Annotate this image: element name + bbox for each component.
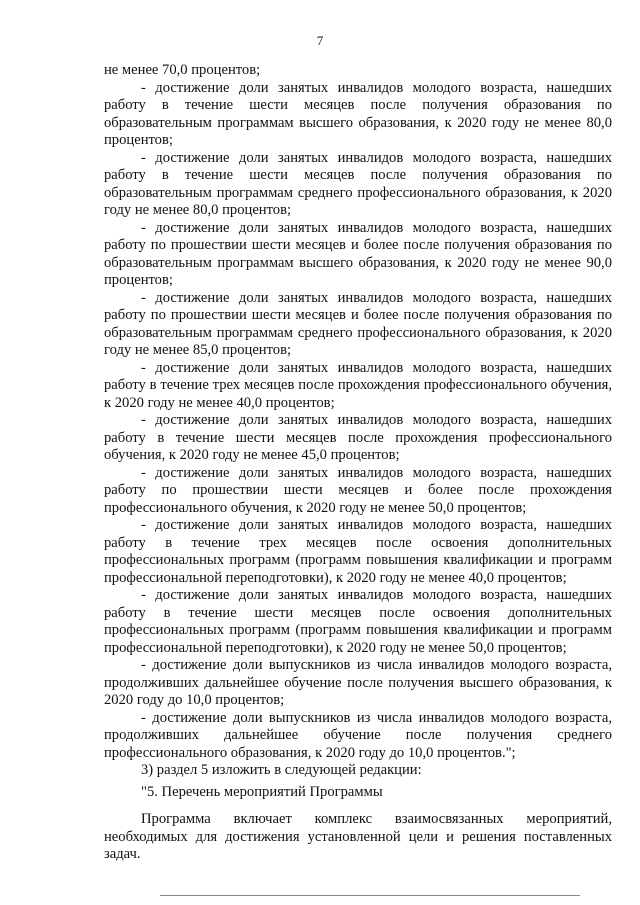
- paragraph: - достижение доли занятых инвалидов молодого возраста, нашедших работу по прошествии шести месяцев и более после получения образования по образовательным программам среднего профессионального образования, к 2020 году не менее 85,0 процентов;: [104, 289, 612, 358]
- paragraph: Программа включает комплекс взаимосвязанных мероприятий, необходимых для достижения установленной цели и решения поставленных задач.: [104, 811, 612, 862]
- paragraph: - достижение доли занятых инвалидов молодого возраста, нашедших работу в течение шести месяцев после получения образования по образовательным программам среднего профессионального образования, к 2020 году не менее 80,0 процентов;: [104, 149, 612, 218]
- paragraph: - достижение доли занятых инвалидов молодого возраста, нашедших работу по прошествии шести месяцев и более после получения образования по образовательным программам высшего образования, к 2020 году не менее 90,0 процентов;: [104, 219, 612, 288]
- paragraph: не менее 70,0 процентов;: [104, 62, 261, 78]
- paragraph: 3) раздел 5 изложить в следующей редакции:: [141, 762, 422, 778]
- paragraph: - достижение доли выпускников из числа инвалидов молодого возраста, продолживших дальнейшее обучение после получения высшего образования, к 2020 году до 10,0 процентов;: [104, 657, 612, 708]
- paragraph: - достижение доли занятых инвалидов молодого возраста, нашедших работу в течение трех месяцев после прохождения профессионального обучения, к 2020 году не менее 40,0 процентов;: [104, 359, 612, 411]
- section-heading: "5. Перечень мероприятий Программы: [141, 783, 383, 800]
- paragraph: - достижение доли занятых инвалидов молодого возраста, нашедших работу в течение шести месяцев после получения образования по образовательным программам высшего образования, к 2020 году не менее 80,0 процентов;: [104, 79, 612, 148]
- paragraph: - достижение доли занятых инвалидов молодого возраста, нашедших работу в течение шести месяцев после освоения дополнительных профессиональных программ (программ повышения квалификации и программ профессиональной переподготовки), к 2020 году не менее 50,0 процентов;: [104, 587, 612, 656]
- page-number: 7: [316, 33, 324, 48]
- paragraph: - достижение доли занятых инвалидов молодого возраста, нашедших работу по прошествии шести месяцев и более после прохождения профессионального обучения, к 2020 году не менее 50,0 процентов;: [104, 464, 612, 516]
- document-body: [104, 62, 612, 864]
- paragraph: - достижение доли занятых инвалидов молодого возраста, нашедших работу в течение трех месяцев после освоения дополнительных профессиональных программ (программ повышения квалификации и программ профессиональной переподготовки), к 2020 году не менее 40,0 процентов;: [104, 517, 612, 586]
- paragraph: - достижение доли выпускников из числа инвалидов молодого возраста, продолживших дальнейшее обучение после получения среднего профессионального образования, к 2020 году до 10,0 процентов.";: [104, 709, 612, 761]
- paragraph: - достижение доли занятых инвалидов молодого возраста, нашедших работу в течение шести месяцев после прохождения профессионального обучения, к 2020 году не менее 45,0 процентов;: [104, 412, 612, 463]
- footer-rule: [160, 895, 580, 896]
